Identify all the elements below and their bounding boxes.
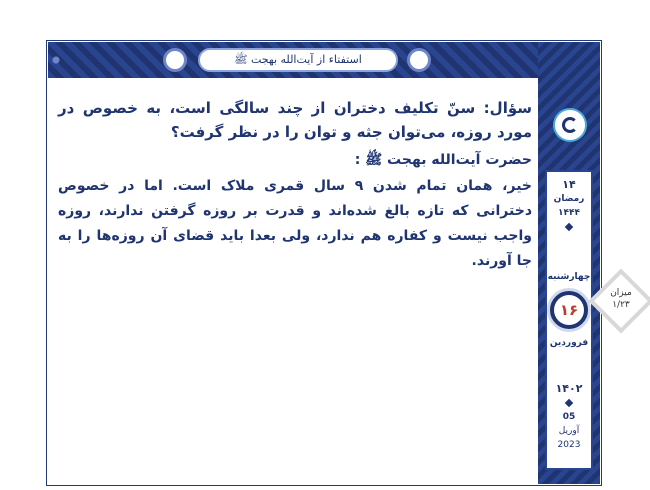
divider-diamond-icon — [565, 223, 573, 231]
rosette-ornament-icon — [410, 51, 428, 69]
solar-day-badge — [547, 288, 591, 332]
greg-month: آوریل — [558, 426, 580, 436]
header-title: استفتاء از آیت‌الله بهجت ﷺ — [198, 48, 398, 72]
hijri-year: ۱۴۴۴ — [558, 208, 580, 218]
answer-text: خیر، همان تمام شدن ۹ سال قمری ملاک است. اما در خصوص دخترانی که تازه بالغ شده‌اند و قدرت بر روزه گرفتن ندارند، روزه واجب نیست و کفاره هم ندارد، ولی بعدا باید قضای آن روزه‌ها را به جا آورند. — [58, 178, 532, 269]
mizan-text — [600, 287, 642, 311]
hijri-month: رمضان — [553, 194, 585, 204]
weekday: چهارشنبه — [547, 272, 591, 282]
solar-month: فروردین — [549, 338, 589, 348]
calendar-panel — [545, 170, 593, 470]
mizan-label: میزان — [610, 288, 632, 298]
greg-day: 05 — [562, 412, 576, 422]
header-band — [48, 42, 538, 78]
divider-diamond-icon — [565, 399, 573, 407]
answer-heading: حضرت آیت‌الله بهجت ﷺ : — [354, 152, 532, 168]
fatwa-content — [58, 96, 532, 274]
solar-year: ۱۴۰۲ — [555, 382, 583, 395]
solar-day: ۱۶ — [554, 295, 584, 325]
mizan-value: ۱/۲۳ — [612, 300, 630, 310]
rosette-ornament-icon — [166, 51, 184, 69]
question-text: سؤال: سنّ تکلیف دختران از چند سالگی است، به خصوص در مورد روزه، می‌توان جثه و توان را در نظر گرفت؟ — [58, 99, 532, 141]
hijri-day: ۱۴ — [562, 178, 576, 191]
logo-icon — [553, 108, 587, 142]
greg-year: 2023 — [557, 440, 581, 450]
